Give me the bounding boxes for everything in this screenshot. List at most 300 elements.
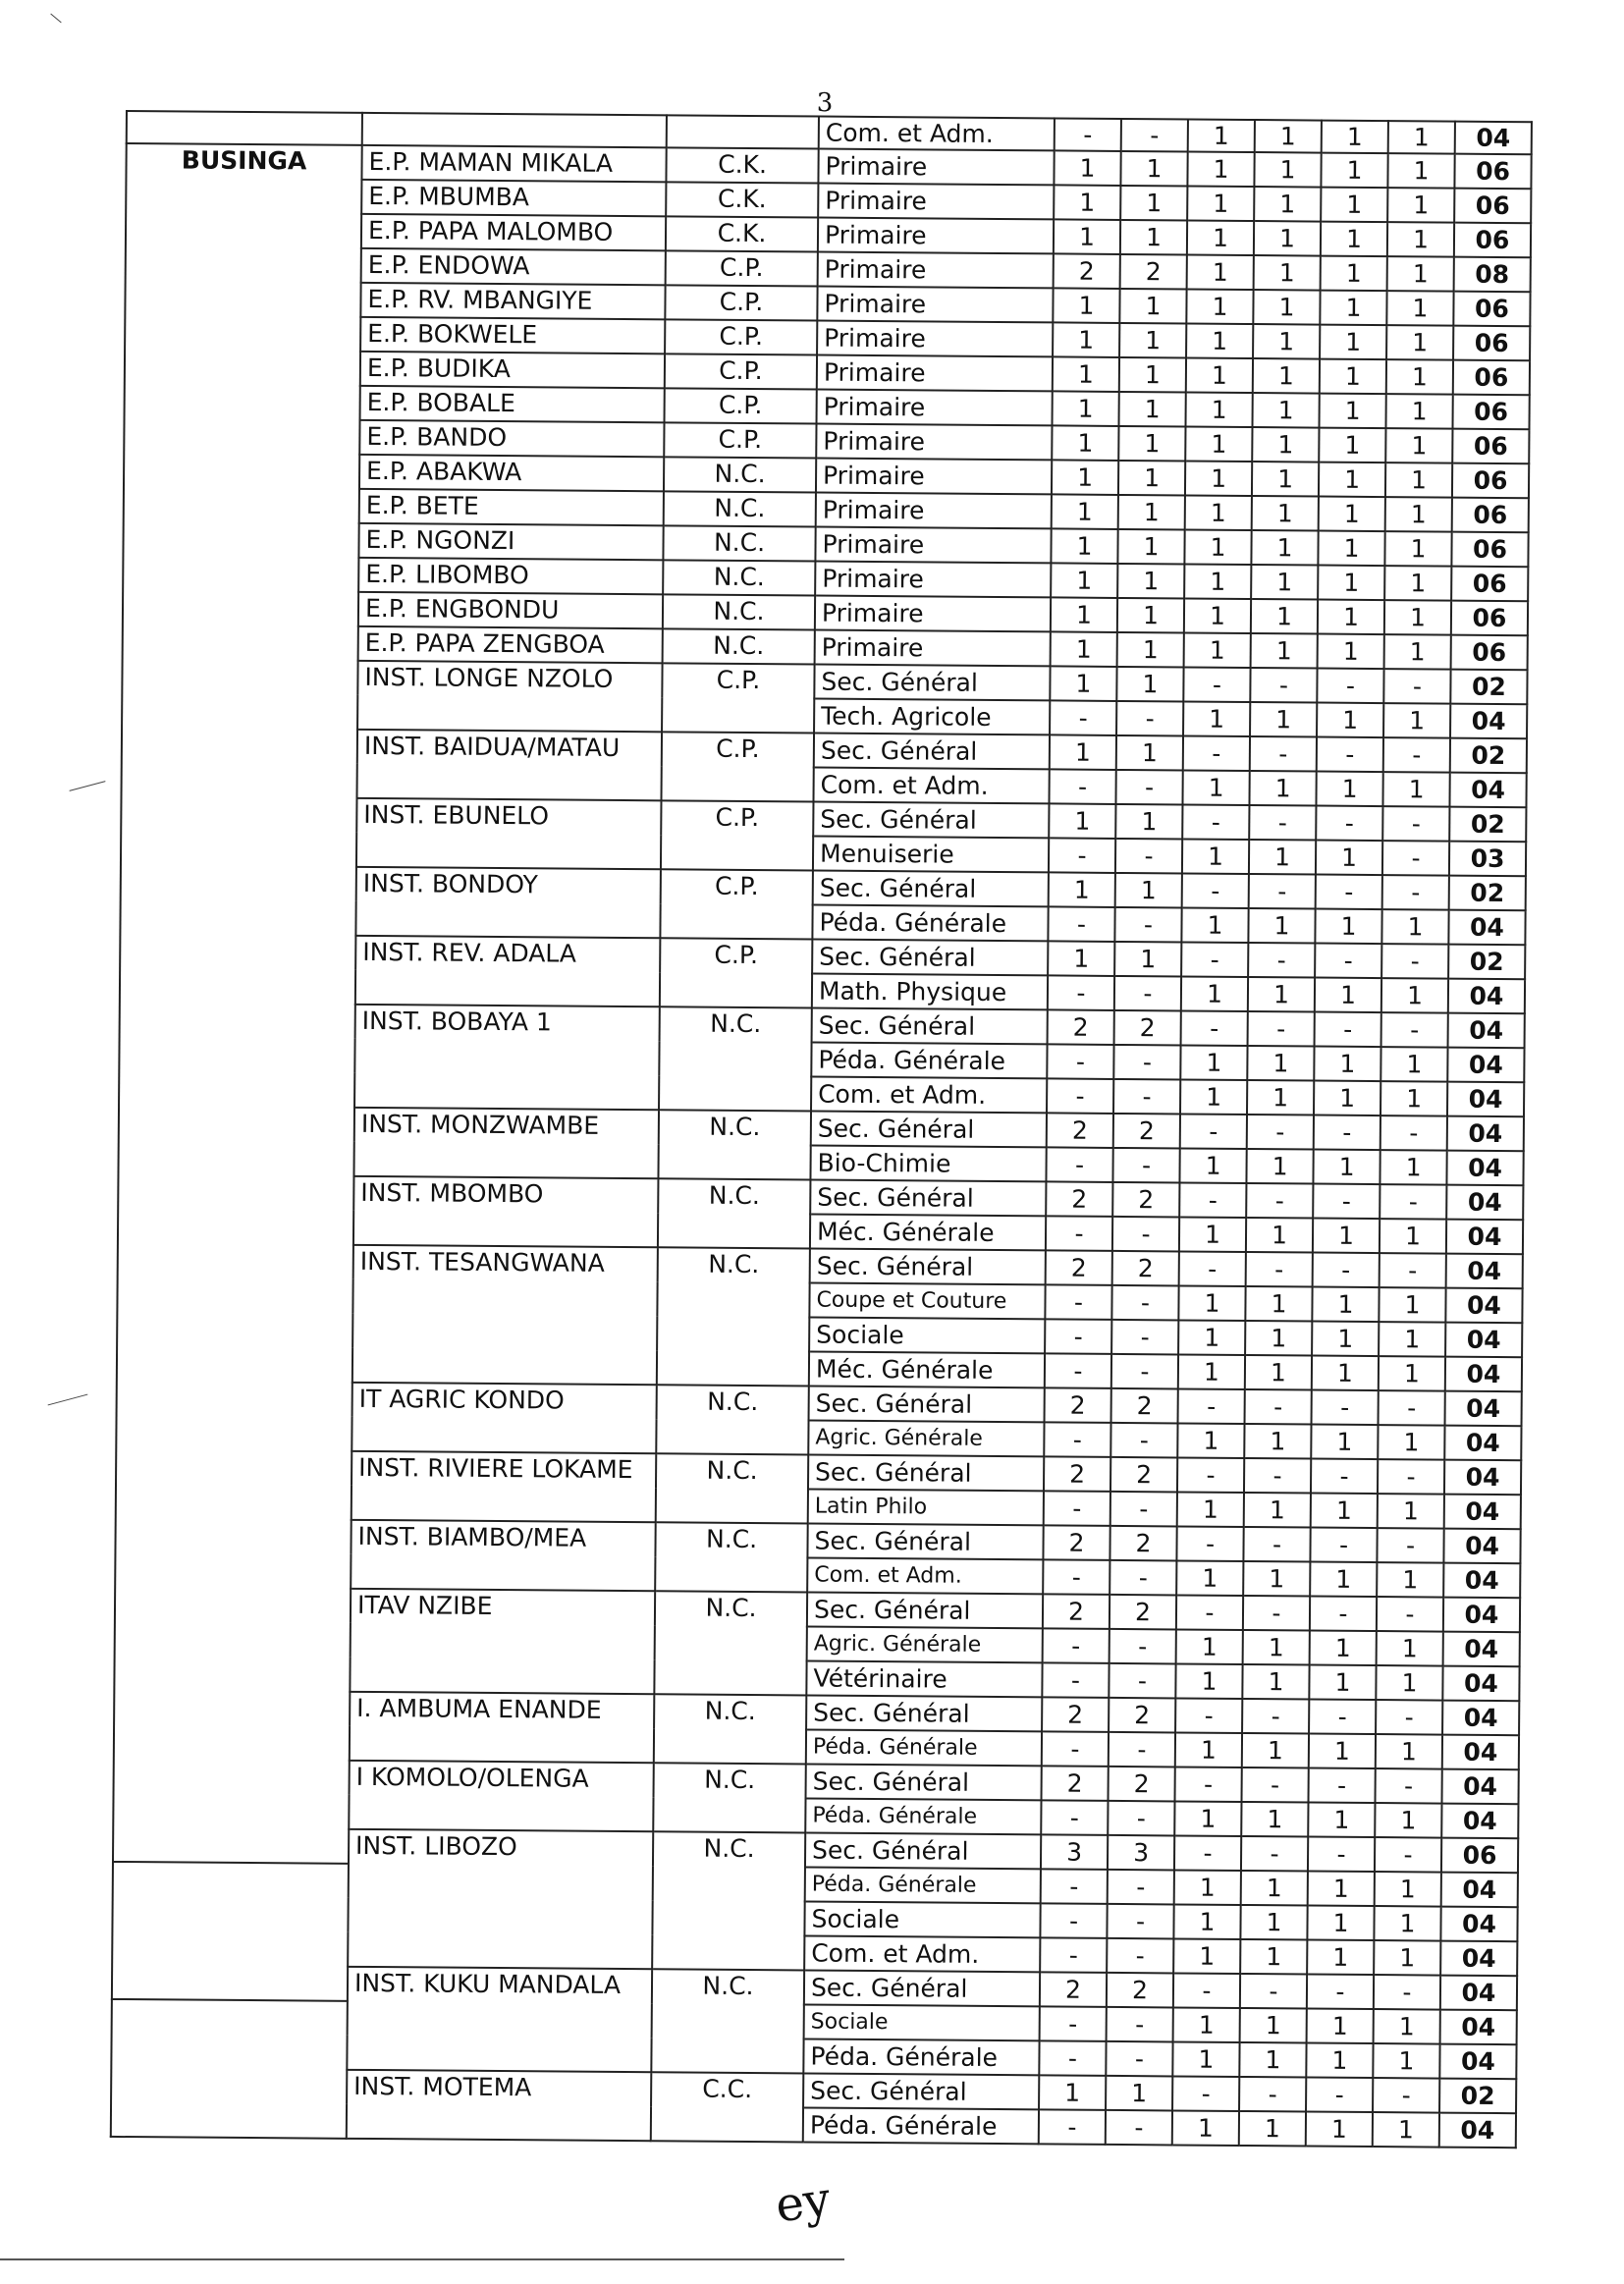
class-count-cell: 1 [1385,497,1452,532]
class-count-cell: - [1116,701,1183,736]
option-cell: Com. et Adm. [807,1557,1043,1594]
school-status-cell: N.C. [659,1006,812,1111]
class-count-cell: 1 [1249,771,1316,806]
total-cell: 04 [1455,122,1532,155]
class-count-cell: - [1109,1663,1175,1699]
class-count-cell: - [1107,1904,1173,1939]
class-count-cell: 1 [1316,772,1382,807]
option-cell: Primaire [816,493,1052,529]
option-cell: Sec. Général [814,665,1050,701]
class-count-cell: - [1173,1973,1240,2008]
class-count-cell: 1 [1180,1045,1247,1080]
class-count-cell: 1 [1319,462,1385,498]
class-count-cell: - [1314,1115,1380,1151]
class-count-cell: 1 [1247,1046,1314,1081]
class-count-cell: 1 [1374,1940,1440,1976]
option-cell: Sec. Général [812,1008,1048,1045]
class-count-cell: - [1376,1700,1442,1735]
class-count-cell: - [1243,1527,1310,1562]
class-count-cell: 1 [1383,703,1450,738]
school-name-cell: INST. TESANGWANA [352,1245,658,1385]
class-count-cell: - [1121,119,1188,152]
total-cell: 04 [1448,979,1525,1014]
school-status-cell: N.C. [663,560,815,595]
total-cell: 04 [1448,910,1525,946]
class-count-cell: 1 [1119,357,1186,393]
class-count-cell: 1 [1385,428,1452,463]
class-count-cell: - [1172,2076,1239,2111]
total-cell: 06 [1453,292,1530,327]
total-cell: 06 [1451,601,1528,636]
class-count-cell: - [1049,769,1115,804]
class-count-cell: - [1380,1253,1446,1288]
class-count-cell: 1 [1180,1079,1247,1115]
class-count-cell: 1 [1183,701,1250,736]
class-count-cell: - [1041,1869,1108,1904]
class-count-cell: 1 [1182,770,1249,805]
class-count-cell: - [1183,667,1250,702]
class-count-cell: 1 [1312,1356,1379,1391]
class-count-cell: - [1183,735,1250,771]
class-count-cell: 1 [1177,1492,1244,1527]
class-count-cell: 1 [1118,461,1185,496]
class-count-cell: 1 [1052,460,1118,495]
class-count-cell: 1 [1252,462,1319,497]
class-count-cell: 2 [1054,253,1120,289]
class-count-cell: 1 [1315,909,1381,945]
total-cell: 06 [1453,326,1530,361]
school-name-cell: INST. KUKU MANDALA [347,1967,652,2072]
class-count-cell: - [1046,1147,1112,1182]
total-cell: 06 [1453,360,1530,396]
class-count-cell: 1 [1174,1801,1241,1836]
class-count-cell: - [1383,669,1450,704]
total-cell: 04 [1446,1220,1523,1255]
option-cell: Péda. Générale [803,2039,1039,2075]
option-cell: Primaire [817,321,1053,357]
class-count-cell: 1 [1318,531,1384,567]
class-count-cell: 1 [1381,978,1448,1013]
class-count-cell: - [1047,1078,1113,1114]
class-count-cell: 1 [1116,735,1183,771]
class-count-cell: 1 [1378,1425,1444,1460]
class-count-cell: 1 [1311,1425,1378,1460]
school-status-cell: C.P. [660,938,813,1007]
total-cell: 02 [1448,945,1525,980]
total-cell: 04 [1441,1873,1518,1908]
class-count-cell: 1 [1373,2043,1439,2079]
total-cell: 06 [1452,498,1529,533]
option-cell: Sec. Général [805,1832,1041,1869]
class-count-cell: - [1182,804,1249,840]
class-count-cell: 1 [1314,1081,1380,1116]
class-count-cell: 2 [1110,1526,1176,1561]
class-count-cell: - [1110,1560,1176,1596]
class-count-cell: 1 [1379,1287,1445,1323]
school-status-cell: C.P. [664,422,816,458]
class-count-cell: 1 [1185,495,1252,530]
school-name-cell: IT AGRIC KONDO [352,1383,657,1453]
class-count-cell: 1 [1319,428,1385,463]
school-status-cell: C.P. [661,800,814,870]
option-cell: Primaire [816,424,1052,461]
class-count-cell: 1 [1380,1081,1447,1116]
total-cell: 06 [1454,154,1531,190]
school-name-cell: E.P. MBUMBA [361,180,666,216]
class-count-cell: 1 [1255,120,1322,153]
total-cell: 04 [1439,2113,1516,2148]
class-count-cell: 1 [1248,977,1315,1012]
class-count-cell: 1 [1380,1047,1447,1082]
class-count-cell: 1 [1384,600,1451,635]
class-count-cell: 1 [1053,322,1119,357]
class-count-cell: 2 [1046,1250,1112,1285]
class-count-cell: - [1041,1800,1108,1835]
class-count-cell: - [1246,1183,1313,1219]
class-count-cell: - [1174,1835,1241,1871]
total-cell: 06 [1452,395,1529,430]
class-count-cell: 1 [1321,153,1387,189]
school-name-cell: INST. MONZWAMBE [353,1108,659,1178]
class-count-cell: 1 [1186,323,1253,358]
class-count-cell: 1 [1242,1733,1309,1768]
total-cell: 04 [1450,704,1527,739]
class-count-cell: 1 [1253,358,1320,394]
class-count-cell: - [1250,736,1317,772]
class-count-cell: 1 [1376,1734,1442,1769]
class-count-cell: 2 [1045,1387,1111,1423]
class-count-cell: - [1181,1010,1248,1046]
class-count-cell: 3 [1041,1834,1108,1870]
school-status-cell: C.K. [666,147,818,183]
option-cell: Primaire [815,630,1051,667]
option-cell: Sec. Général [806,1764,1042,1800]
class-count-cell: 1 [1052,425,1118,461]
school-name-cell: E.P. RV. MBANGIYE [360,283,665,319]
option-cell: Sec. Général [810,1249,1046,1285]
class-count-cell: - [1043,1628,1110,1663]
class-count-cell: 1 [1245,1286,1312,1322]
class-count-cell: - [1044,1491,1110,1526]
class-count-cell: 1 [1050,734,1116,770]
school-status-cell: C.P. [665,319,817,354]
class-count-cell: - [1175,1698,1242,1733]
class-count-cell: 1 [1252,427,1319,462]
school-name-cell: ITAV NZIBE [350,1589,655,1694]
option-cell: Primaire [815,527,1051,564]
class-count-cell: 2 [1114,1010,1181,1046]
class-count-cell: - [1114,976,1181,1011]
class-count-cell: - [1244,1458,1311,1494]
class-count-cell: 1 [1248,908,1315,944]
class-count-cell: 1 [1310,1562,1377,1598]
total-cell: 04 [1447,1048,1524,1083]
class-count-cell: - [1249,874,1316,909]
class-count-cell: 1 [1184,529,1251,565]
school-name-cell: I. AMBUMA ENANDE [350,1692,655,1763]
class-count-cell: - [1239,2077,1306,2112]
total-cell: 02 [1449,876,1526,911]
option-cell: Sec. Général [811,1112,1047,1148]
class-count-cell: - [1240,1974,1307,2009]
total-cell: 04 [1446,1185,1523,1221]
total-cell: 04 [1446,1254,1523,1289]
class-count-cell: 1 [1246,1218,1313,1253]
class-count-cell: - [1381,944,1448,979]
class-count-cell: 1 [1386,325,1453,360]
class-count-cell: - [1380,1115,1447,1151]
class-count-cell: - [1181,942,1248,977]
school-name-cell: INST. BONDOY [355,867,661,938]
class-count-cell: 2 [1110,1457,1177,1493]
class-count-cell: - [1378,1459,1444,1495]
class-count-cell: 2 [1044,1456,1110,1492]
class-count-cell: 1 [1117,564,1184,599]
class-count-cell: - [1249,805,1316,841]
class-count-cell: 1 [1254,152,1321,188]
school-status-cell: C.P. [665,388,817,423]
class-count-cell: 1 [1318,634,1384,670]
class-count-cell: - [1050,700,1116,735]
class-count-cell: - [1317,669,1383,704]
class-count-cell: - [1309,1768,1376,1804]
class-count-cell: 1 [1177,1423,1244,1458]
option-cell: Sec. Général [804,1970,1040,2006]
class-count-cell: 1 [1380,1150,1446,1185]
school-status-cell: C.P. [665,285,817,320]
total-cell: 04 [1445,1391,1522,1427]
class-count-cell: 1 [1386,359,1453,395]
school-name-cell: INST. EBUNELO [356,798,662,869]
class-count-cell: - [1178,1388,1245,1424]
school-name-cell: E.P. BOBALE [360,386,665,422]
total-cell: 04 [1445,1288,1522,1324]
school-name-cell: E.P. BETE [359,489,664,525]
class-count-cell: 1 [1314,1047,1380,1082]
class-count-cell: 1 [1119,392,1186,427]
total-cell: 08 [1454,257,1531,293]
class-count-cell: 1 [1117,632,1184,668]
school-status-cell: N.C. [663,628,815,664]
option-cell: Com. et Adm. [811,1077,1047,1114]
total-cell: 04 [1442,1735,1519,1770]
class-count-cell: - [1110,1492,1177,1527]
total-cell: 04 [1444,1426,1521,1461]
school-name-cell: E.P. MAMAN MIKALA [361,145,666,182]
class-count-cell: - [1115,839,1182,874]
school-status-cell: N.C. [656,1385,809,1454]
class-count-cell: 1 [1246,1149,1313,1184]
class-count-cell: 1 [1376,1665,1442,1701]
territory-cell [111,1999,348,2139]
class-count-cell: - [1040,1903,1107,1938]
option-cell: Primaire [817,390,1053,426]
class-count-cell: 1 [1185,426,1252,462]
school-name-cell: E.P. BANDO [359,420,664,457]
class-count-cell: - [1374,1975,1440,2010]
class-count-cell: 2 [1047,1113,1113,1148]
class-count-cell: - [1113,1045,1180,1080]
school-status-cell: N.C. [658,1110,811,1179]
class-count-cell: - [1043,1559,1110,1595]
school-name-cell: INST. MBOMBO [353,1176,659,1247]
class-count-cell: 1 [1186,357,1253,393]
option-cell: Sec. Général [808,1455,1044,1492]
class-count-cell: 1 [1244,1493,1311,1528]
class-count-cell: 2 [1042,1766,1109,1801]
option-cell: Péda. Générale [811,1043,1047,1079]
school-name-cell: INST. BAIDUA/MATAU [357,730,663,800]
class-count-cell: 1 [1179,1148,1246,1183]
school-status-cell: C.P. [665,353,817,389]
school-name-cell: E.P. LIBOMBO [358,558,663,594]
total-cell: 02 [1439,2079,1516,2114]
class-count-cell: 1 [1188,119,1255,152]
class-count-cell: - [1045,1319,1111,1354]
option-cell: Sec. Général [807,1592,1043,1628]
school-name-cell: E.P. PAPA MALOMBO [361,214,666,250]
class-count-cell: 1 [1118,495,1185,530]
class-count-cell: 1 [1377,1562,1443,1598]
class-count-cell: 2 [1048,1009,1114,1045]
class-count-cell: 1 [1245,1321,1312,1356]
class-count-cell: - [1110,1629,1176,1664]
class-count-cell: 1 [1176,1629,1243,1664]
total-cell: 02 [1450,738,1527,774]
class-count-cell: 1 [1178,1354,1245,1389]
class-count-cell: - [1111,1354,1178,1389]
class-count-cell: 1 [1172,2041,1239,2077]
class-count-cell: - [1375,1768,1441,1804]
class-count-cell: 1 [1317,703,1383,738]
page-number: 3 [816,88,834,118]
class-count-cell: 1 [1308,1803,1375,1838]
class-count-cell: - [1112,1148,1179,1183]
option-cell: Primaire [818,149,1054,186]
class-count-cell: 2 [1043,1594,1110,1629]
school-name-cell: INST. BIAMBO/MEA [351,1520,656,1591]
total-cell: 04 [1441,1804,1518,1839]
class-count-cell: 1 [1377,1631,1443,1666]
class-count-cell: - [1042,1731,1109,1767]
school-status-cell: N.C. [652,1831,805,1970]
total-cell: 04 [1439,2044,1516,2080]
class-count-cell: 1 [1173,2007,1240,2042]
class-count-cell: 1 [1184,564,1251,599]
class-count-cell: - [1315,1012,1381,1048]
school-status-cell: N.C. [655,1522,808,1592]
class-count-cell: 1 [1173,1938,1240,1974]
class-count-cell: 1 [1385,394,1452,429]
class-count-cell: 1 [1178,1320,1245,1355]
option-cell: Sec. Général [813,871,1049,907]
total-cell: 06 [1452,429,1529,464]
option-cell: Agric. Générale [807,1626,1043,1662]
class-count-cell: 1 [1319,497,1385,532]
school-name-cell: INST. LIBOZO [348,1829,653,1969]
option-cell: Sociale [804,2004,1040,2040]
class-count-cell: - [1106,2041,1172,2077]
school-name-cell: E.P. BUDIKA [360,352,665,388]
class-count-cell: 1 [1320,291,1386,326]
total-cell: 04 [1449,773,1526,808]
class-count-cell: 1 [1388,121,1455,154]
option-cell: Primaire [815,562,1051,598]
total-cell: 04 [1443,1598,1520,1633]
class-count-cell: - [1311,1459,1378,1495]
class-count-cell: - [1241,1836,1308,1872]
class-count-cell: 1 [1051,563,1117,598]
class-count-cell: - [1108,1801,1174,1836]
class-count-cell: 1 [1187,254,1254,290]
class-count-cell: 2 [1042,1697,1109,1732]
class-count-cell: 1 [1115,873,1182,908]
class-count-cell: - [1317,737,1383,773]
class-count-cell: 1 [1050,666,1116,701]
class-count-cell: 1 [1179,1217,1246,1252]
school-status-cell: C.K. [666,216,818,251]
class-count-cell: - [1048,975,1114,1010]
class-count-cell: - [1377,1597,1443,1632]
option-cell: Sec. Général [810,1180,1046,1217]
class-count-cell: 1 [1313,1150,1380,1185]
school-status-cell [667,115,819,148]
margin-mark [48,1394,88,1406]
class-count-cell: - [1316,806,1382,842]
class-count-cell: 1 [1321,256,1387,292]
class-count-cell: - [1040,1937,1107,1973]
total-cell: 04 [1442,1701,1519,1736]
total-cell: 02 [1449,807,1526,843]
total-cell: 04 [1444,1460,1521,1495]
school-status-cell: C.P. [661,732,814,801]
class-count-cell: - [1049,838,1115,873]
class-count-cell: 1 [1184,632,1251,668]
class-count-cell: 1 [1306,2112,1373,2148]
class-count-cell: - [1180,1114,1247,1149]
class-count-cell: 1 [1254,221,1321,256]
class-count-cell: - [1107,2007,1173,2042]
class-count-cell: - [1306,2078,1373,2113]
option-cell: Sec. Général [806,1695,1042,1731]
class-count-cell: 1 [1309,1734,1376,1769]
total-cell: 06 [1451,567,1528,602]
class-count-cell: 1 [1384,531,1451,567]
class-count-cell: 1 [1181,907,1248,943]
class-count-cell: - [1039,2040,1106,2076]
class-count-cell: 1 [1106,2076,1172,2111]
option-cell: Méc. Générale [810,1215,1046,1251]
option-cell: Péda. Générale [812,905,1048,942]
class-count-cell: 1 [1117,598,1184,633]
class-count-cell: 1 [1182,839,1249,874]
total-cell: 03 [1449,842,1526,877]
class-count-cell: - [1382,806,1449,842]
school-status-cell: N.C. [653,1763,806,1832]
total-cell: 04 [1441,1769,1518,1805]
school-status-cell: N.C. [657,1247,810,1386]
total-cell: 04 [1442,1666,1519,1702]
school-status-cell: N.C. [656,1453,809,1523]
class-count-cell: 1 [1239,2042,1306,2078]
class-count-cell: - [1242,1767,1309,1803]
class-count-cell: 1 [1178,1285,1245,1321]
total-cell: 04 [1447,1082,1524,1117]
option-cell: Sec. Général [809,1387,1045,1423]
class-count-cell: - [1377,1528,1443,1563]
class-count-cell: 1 [1379,1322,1445,1357]
class-count-cell: 1 [1320,359,1386,395]
